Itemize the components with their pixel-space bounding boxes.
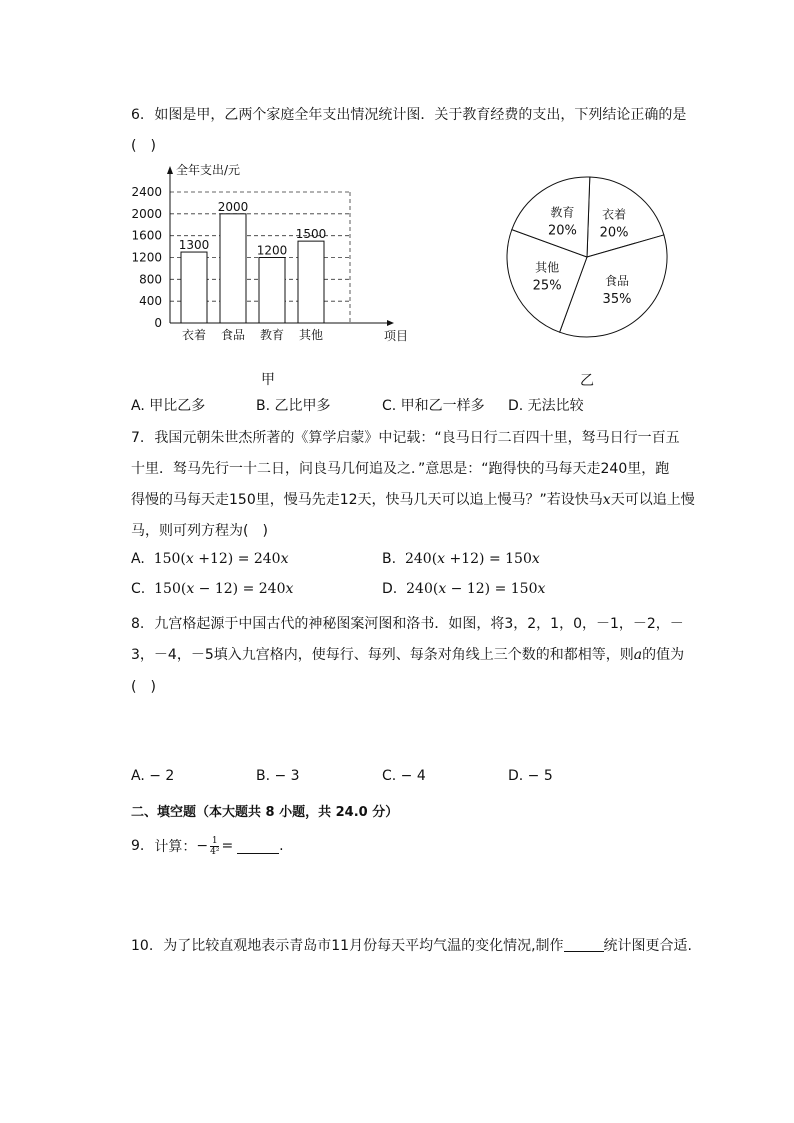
bar-value-label: 1300	[178, 238, 210, 253]
q6-paren: ( )	[131, 138, 156, 154]
caption-jia: 甲	[261, 372, 275, 388]
bar-value-label: 1200	[256, 243, 288, 258]
q7-option-b-label: B.	[382, 551, 397, 567]
bar-ytick-label: 1200	[131, 250, 162, 265]
q10-number: 10.	[131, 938, 154, 954]
q7-number: 7.	[131, 430, 145, 446]
bar-value-label: 1500	[295, 227, 327, 242]
bar-1	[181, 252, 207, 323]
q6-option-d[interactable]: D. 无法比较	[508, 398, 584, 414]
q7-option-a[interactable]	[131, 551, 289, 567]
bar-ytick-label: 2000	[131, 206, 162, 221]
q7-line1	[131, 427, 680, 447]
bar-category-label: 衣着	[181, 328, 207, 342]
q7-option-b-pre: 240(	[404, 551, 438, 567]
q6-number: 6.	[131, 107, 145, 123]
q9-label: 计算：	[154, 839, 197, 855]
q8-number: 8.	[131, 616, 145, 632]
q7-text-1: 我国元朝朱世杰所著的《算学启蒙》中记载：“良马日行二百四十里，驽马日行一百五	[154, 430, 680, 446]
bar-category-label: 教育	[259, 328, 285, 342]
q9-number: 9.	[131, 838, 145, 854]
caption-yi: 乙	[580, 373, 594, 389]
bar-3	[259, 258, 285, 324]
q8-text-1: 九宫格起源于中国古代的神秘图案河图和洛书．如图，将3，2，1，0，－1，－2，－	[154, 616, 684, 632]
bar-category-label: 其他	[298, 328, 324, 342]
q9-equals: =	[221, 838, 234, 854]
bar-2	[220, 214, 246, 323]
bar-ytick-label: 2400	[131, 185, 162, 199]
bar-chart-jia	[128, 158, 428, 348]
pie-category-label: 衣着	[602, 207, 627, 222]
q8-option-b[interactable]: B. − 3	[256, 768, 300, 784]
bar-category-label: 食品	[220, 328, 246, 342]
q8-option-c[interactable]: C. − 4	[382, 768, 426, 784]
q6-text: 如图是甲，乙两个家庭全年支出情况统计图．关于教育经费的支出，下列结论正确的是	[154, 107, 687, 123]
q8-text-2: 3，－4，－5填入九宫格内，使每行、每列、每条对角线上三个数的和都相等，则	[131, 647, 634, 663]
q6-option-c[interactable]: C. 甲和乙一样多	[382, 398, 485, 414]
q7-var-x: x	[602, 492, 611, 508]
q7-option-d-var2: x	[537, 581, 546, 597]
q7-option-d-mid: − 12) = 150	[446, 581, 538, 597]
pie-category-label: 教育	[550, 205, 575, 220]
q9-line	[131, 834, 284, 858]
pie-chart-yi	[500, 170, 675, 345]
q8-option-d[interactable]: D. − 5	[508, 768, 553, 784]
q7-text-3: 得慢的马每天走150里，慢马先走12天，快马几天可以追上慢马？”若设快马	[131, 492, 603, 508]
section-fill-in-title: 二、填空题（本大题共 8 小题，共 24.0 分）	[131, 805, 399, 820]
q8-option-a[interactable]: A. − 2	[131, 768, 175, 784]
q6-option-b[interactable]: B. 乙比甲多	[256, 398, 331, 414]
q10-answer-blank[interactable]	[564, 937, 604, 952]
pie-value-label: 35%	[602, 292, 632, 308]
q7-option-b-var1: x	[437, 551, 446, 567]
bar-ylabel: 全年支出/元	[176, 163, 241, 177]
q7-option-c-label: C.	[131, 581, 146, 597]
q7-line3	[131, 489, 695, 509]
q7-option-b-var2: x	[531, 551, 540, 567]
pie-value-label: 20%	[599, 225, 629, 241]
q7-option-a-mid: +12) = 240	[193, 551, 281, 567]
bar-ytick-label: 0	[154, 316, 162, 330]
bar-ytick-label: 800	[139, 272, 162, 287]
q7-line4: 马，则可列方程为( )	[131, 523, 268, 539]
q10-text-post: 统计图更合适.	[603, 938, 692, 954]
q7-option-a-var2: x	[280, 551, 289, 567]
q7-option-d[interactable]	[382, 581, 545, 597]
q8-var-a: a	[633, 647, 643, 663]
q7-text-3-tail: 天可以追上慢	[610, 492, 695, 508]
pie-category-label: 其他	[535, 260, 560, 275]
bar-ytick-label: 400	[139, 294, 162, 309]
q7-option-d-pre: 240(	[406, 581, 439, 597]
q7-option-c-var1: x	[186, 581, 195, 597]
q7-option-a-pre: 150(	[153, 551, 186, 567]
q7-option-c-var2: x	[285, 581, 294, 597]
q8-text-2-tail: 的值为	[642, 647, 685, 663]
bar-x-axis-arrow	[387, 320, 394, 326]
q6-line1	[131, 104, 686, 124]
q9-frac-denominator: 4²	[210, 846, 220, 857]
pie-value-label: 20%	[547, 223, 577, 239]
q6-option-a[interactable]: A. 甲比乙多	[131, 398, 206, 414]
q7-option-c-pre: 150(	[154, 581, 187, 597]
bar-ytick-label: 1600	[131, 228, 162, 243]
bar-y-axis-arrow	[167, 166, 173, 174]
pie-value-label: 25%	[532, 278, 562, 294]
q8-line1	[131, 613, 684, 633]
q9-answer-blank[interactable]	[237, 839, 279, 854]
q8-paren: ( )	[131, 679, 156, 695]
q10-line	[131, 935, 692, 955]
q9-end: .	[279, 838, 284, 854]
bar-value-label: 2000	[217, 199, 249, 214]
q7-option-b-mid: +12) = 150	[445, 551, 532, 567]
q7-option-c-mid: − 12) = 240	[194, 581, 286, 597]
q9-frac-numerator: 1	[211, 835, 218, 846]
q8-line2	[131, 644, 684, 664]
bar-xlabel: 项目	[384, 329, 409, 343]
q7-option-b[interactable]	[382, 551, 540, 567]
q7-option-d-var1: x	[438, 581, 447, 597]
q10-text-pre: 为了比较直观地表示青岛市11月份每天平均气温的变化情况,制作	[163, 938, 564, 954]
q9-minus: −	[196, 838, 209, 854]
q7-option-c[interactable]	[131, 581, 293, 597]
q9-fraction	[210, 836, 219, 857]
q7-line2: 十里．驽马先行一十二日，问良马几何追及之．”意思是：“跑得快的马每天走240里，跑	[131, 461, 670, 477]
pie-category-label: 食品	[605, 274, 630, 289]
bar-4	[298, 241, 324, 323]
q7-option-a-label: A.	[131, 551, 145, 567]
q7-option-d-label: D.	[382, 581, 398, 597]
q7-option-a-var1: x	[185, 551, 194, 567]
